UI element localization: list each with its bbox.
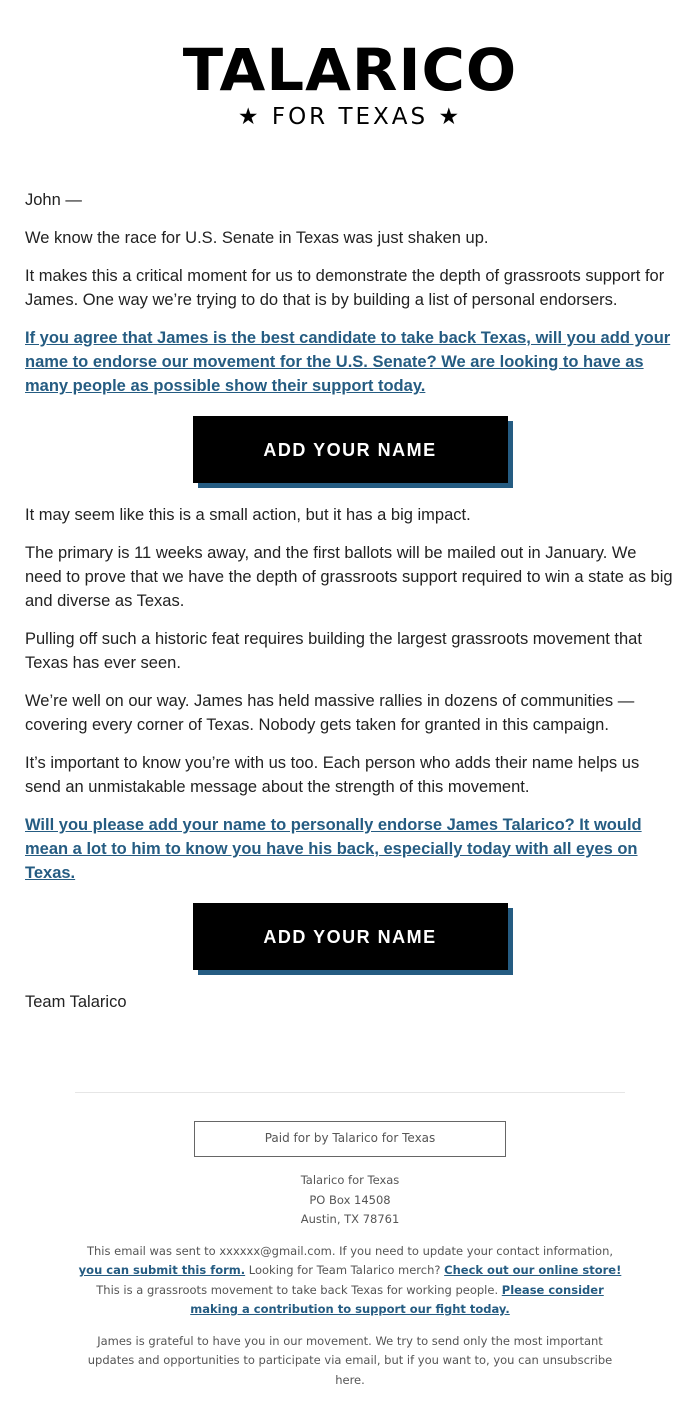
address-line: PO Box 14508	[309, 1192, 391, 1207]
paid-for-disclaimer: Paid for by Talarico for Texas	[194, 1121, 506, 1157]
sent-text: This email was sent to xxxxxx@gmail.com. If you need to update your contact information,	[86, 1243, 614, 1258]
email-body	[0, 188, 700, 1014]
movement-text: This is a grassroots movement to take back Texas for working people.	[96, 1282, 502, 1297]
add-your-name-button[interactable]: ADD YOUR NAME	[193, 416, 508, 483]
address-line: Talarico for Texas	[300, 1173, 400, 1187]
add-your-name-button-2[interactable]: ADD YOUR NAME	[193, 903, 508, 970]
endorse-link-2[interactable]: Will you please add your name to personally endorse James Talarico? It would mean a lot to him to know you have his back, especially today with all eyes on Texas.	[25, 816, 642, 882]
paragraph: The primary is 11 weeks away, and the first ballots will be mailed out in January. We need to prove that we have the depth of grassroots support required to win a state as big and diverse as Texas.	[25, 544, 673, 610]
paragraph: It’s important to know you’re with us too. Each person who adds their name helps us send an unmistakable message about the strength of this movement.	[25, 754, 640, 796]
talarico-logo	[0, 0, 700, 148]
store-link[interactable]: Check out our online store!	[444, 1263, 622, 1277]
endorse-link[interactable]: If you agree that James is the best candidate to take back Texas, will you add your name to endorse our movement for the U.S. Senate? We are looking to have as many people as possible show their support today.	[25, 329, 671, 395]
greeting: John —	[25, 191, 82, 209]
paragraph: We’re well on our way. James has held massive rallies in dozens of communities — covering every corner of Texas. Nobody gets taken for granted in this campaign.	[25, 692, 635, 734]
footer	[75, 1092, 625, 1390]
update-form-link[interactable]: you can submit this form.	[78, 1263, 246, 1277]
address-line: Austin, TX 78761	[300, 1212, 400, 1226]
contribute-link[interactable]: Please consider making a contribution to support our fight today.	[190, 1282, 604, 1316]
merch-text: Looking for Team Talarico merch?	[245, 1263, 445, 1277]
logo-name: TALARICO	[182, 36, 518, 104]
paragraph: Pulling off such a historic feat requires building the largest grassroots movement that Texas has ever seen.	[25, 630, 642, 672]
paragraph: It may seem like this is a small action, but it has a big impact.	[25, 506, 471, 524]
mailing-address	[75, 1171, 625, 1230]
paragraph: We know the race for U.S. Senate in Texas was just shaken up.	[25, 229, 489, 247]
signoff: Team Talarico	[25, 993, 127, 1011]
unsubscribe-text: James is grateful to have you in our movement. We try to send only the most important updates and opportunities to participate via email, but if you want to, you can unsubscribe here.	[87, 1333, 613, 1387]
paragraph: It makes this a critical moment for us to demonstrate the depth of grassroots support for James. One way we’re trying to do that is by building a list of personal endorsers.	[25, 267, 665, 309]
logo-tagline: ★ FOR TEXAS ★	[237, 104, 463, 130]
footer-info	[75, 1242, 625, 1320]
